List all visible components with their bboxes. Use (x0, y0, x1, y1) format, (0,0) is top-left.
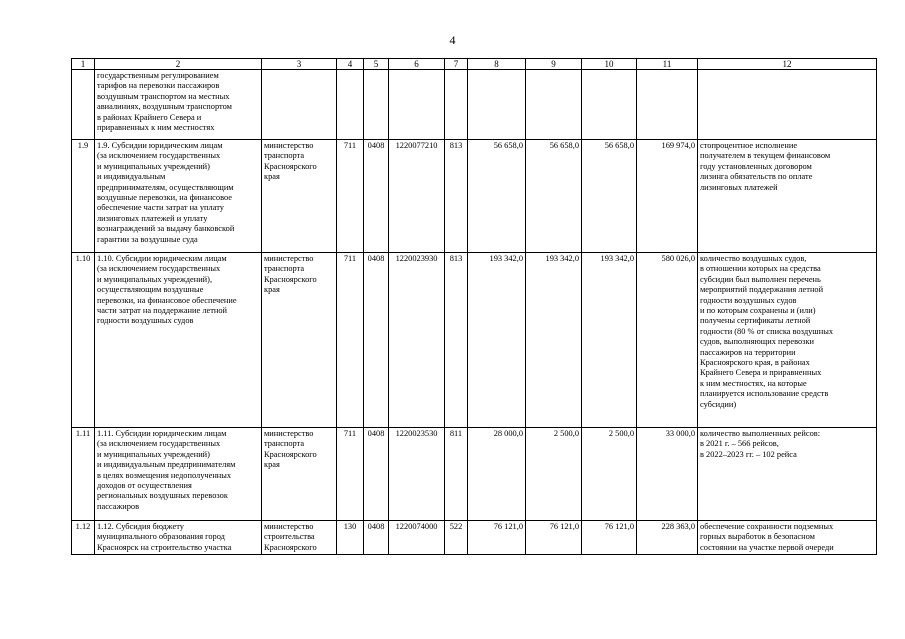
value-col10: 56 658,0 (582, 140, 637, 253)
row-number: 1.9 (72, 140, 95, 253)
code-vr: 522 (445, 521, 468, 555)
code-csr: 1220077210 (389, 140, 445, 253)
value-col9: 76 121,0 (526, 521, 582, 555)
expected-result: стопроцентное исполнение получателем в текущем финансовом году установленных договором лизинга обязательств по оплате лизинговых платежей (698, 140, 877, 253)
code-vr: 813 (445, 140, 468, 253)
value-col8: 28 000,0 (468, 428, 526, 521)
row-number: 1.10 (72, 253, 95, 428)
expected-result: количество выполненных рейсов: в 2021 г. – 566 рейсов, в 2022–2023 гг. – 102 рейса (698, 428, 877, 521)
code-grbs: 130 (337, 521, 364, 555)
code-vr (445, 70, 468, 140)
header-cell: 3 (262, 59, 337, 70)
code-csr (389, 70, 445, 140)
code-rzpr (364, 70, 389, 140)
grbs-name: министерство транспорта Красноярского края (262, 253, 337, 428)
measure-name: 1.10. Субсидии юридическим лицам (за исключением государственных и муниципальных учреждений), осуществляющим воздушные перевозки, на финансовое обеспечение части затрат на поддержание летной годности воздушных судов (95, 253, 262, 428)
measure-name: 1.9. Субсидии юридическим лицам (за исключением государственных и муниципальных учреждений) и индивидуальным предпринимателям, осуществляющим воздушные перевозки, на финансовое обеспечение части затрат на уплату лизинговых платежей и уплату вознаграждений за выдачу банковской гарантии за воздушные суда (95, 140, 262, 253)
code-rzpr: 0408 (364, 253, 389, 428)
expected-result (698, 70, 877, 140)
value-col8: 193 342,0 (468, 253, 526, 428)
code-rzpr: 0408 (364, 140, 389, 253)
header-cell: 1 (72, 59, 95, 70)
value-col10 (582, 70, 637, 140)
header-cell: 4 (337, 59, 364, 70)
value-col9: 2 500,0 (526, 428, 582, 521)
value-col9: 56 658,0 (526, 140, 582, 253)
value-col10: 2 500,0 (582, 428, 637, 521)
table-row (72, 70, 877, 140)
measure-name: государственным регулированием тарифов на перевозки пассажиров воздушным транспортом на местных авиалиниях, воздушным транспортом в районах Крайнего Севера и приравненных к ним местностях (95, 70, 262, 140)
value-total: 228 363,0 (637, 521, 698, 555)
grbs-name: министерство транспорта Красноярского края (262, 428, 337, 521)
grbs-name: министерство строительства Красноярского (262, 521, 337, 555)
code-vr: 811 (445, 428, 468, 521)
header-cell: 2 (95, 59, 262, 70)
code-rzpr: 0408 (364, 428, 389, 521)
value-col10: 76 121,0 (582, 521, 637, 555)
table-row (72, 253, 877, 428)
value-total: 169 974,0 (637, 140, 698, 253)
code-csr: 1220023530 (389, 428, 445, 521)
grbs-name: министерство транспорта Красноярского края (262, 140, 337, 253)
row-number: 1.11 (72, 428, 95, 521)
page-number: 4 (449, 33, 456, 47)
budget-table (71, 58, 877, 555)
code-grbs (337, 70, 364, 140)
value-total (637, 70, 698, 140)
code-vr: 813 (445, 253, 468, 428)
header-cell: 12 (698, 59, 877, 70)
header-cell: 9 (526, 59, 582, 70)
expected-result: количество воздушных судов, в отношении которых на средства субсидии был выполнен перечень мероприятий поддержания летной годности воздушных судов и по которым сохранены и (или) получены сертификаты летной годности (80 % от списка воздушных судов, выполняющих перевозки пассажиров на территории Красноярского края, в районах Крайнего Севера и приравненных к ним местностях, на которые планируется использование средств субсидии) (698, 253, 877, 428)
row-number: 1.12 (72, 521, 95, 555)
expected-result: обеспечение сохранности подземных горных выработок в безопасном состоянии на участке первой очереди (698, 521, 877, 555)
code-csr: 1220023930 (389, 253, 445, 428)
table-row (72, 521, 877, 555)
value-col9 (526, 70, 582, 140)
code-grbs: 711 (337, 428, 364, 521)
row-number (72, 70, 95, 140)
code-grbs: 711 (337, 140, 364, 253)
header-cell: 5 (364, 59, 389, 70)
header-row (72, 59, 877, 70)
grbs-name (262, 70, 337, 140)
measure-name: 1.11. Субсидии юридическим лицам (за исключением государственных и муниципальных учреждений) и индивидуальным предпринимателям в целях возмещения недополученных доходов от осуществления региональных воздушных перевозок пассажиров (95, 428, 262, 521)
table-row (72, 428, 877, 521)
value-col10: 193 342,0 (582, 253, 637, 428)
header-cell: 6 (389, 59, 445, 70)
value-col9: 193 342,0 (526, 253, 582, 428)
code-grbs: 711 (337, 253, 364, 428)
value-col8: 56 658,0 (468, 140, 526, 253)
header-cell: 7 (445, 59, 468, 70)
measure-name: 1.12. Субсидия бюджету муниципального образования город Красноярск на строительство участка (95, 521, 262, 555)
header-cell: 11 (637, 59, 698, 70)
code-rzpr: 0408 (364, 521, 389, 555)
value-col8: 76 121,0 (468, 521, 526, 555)
code-csr: 1220074000 (389, 521, 445, 555)
value-total: 580 026,0 (637, 253, 698, 428)
value-col8 (468, 70, 526, 140)
value-total: 33 000,0 (637, 428, 698, 521)
table-row (72, 140, 877, 253)
header-cell: 8 (468, 59, 526, 70)
header-cell: 10 (582, 59, 637, 70)
